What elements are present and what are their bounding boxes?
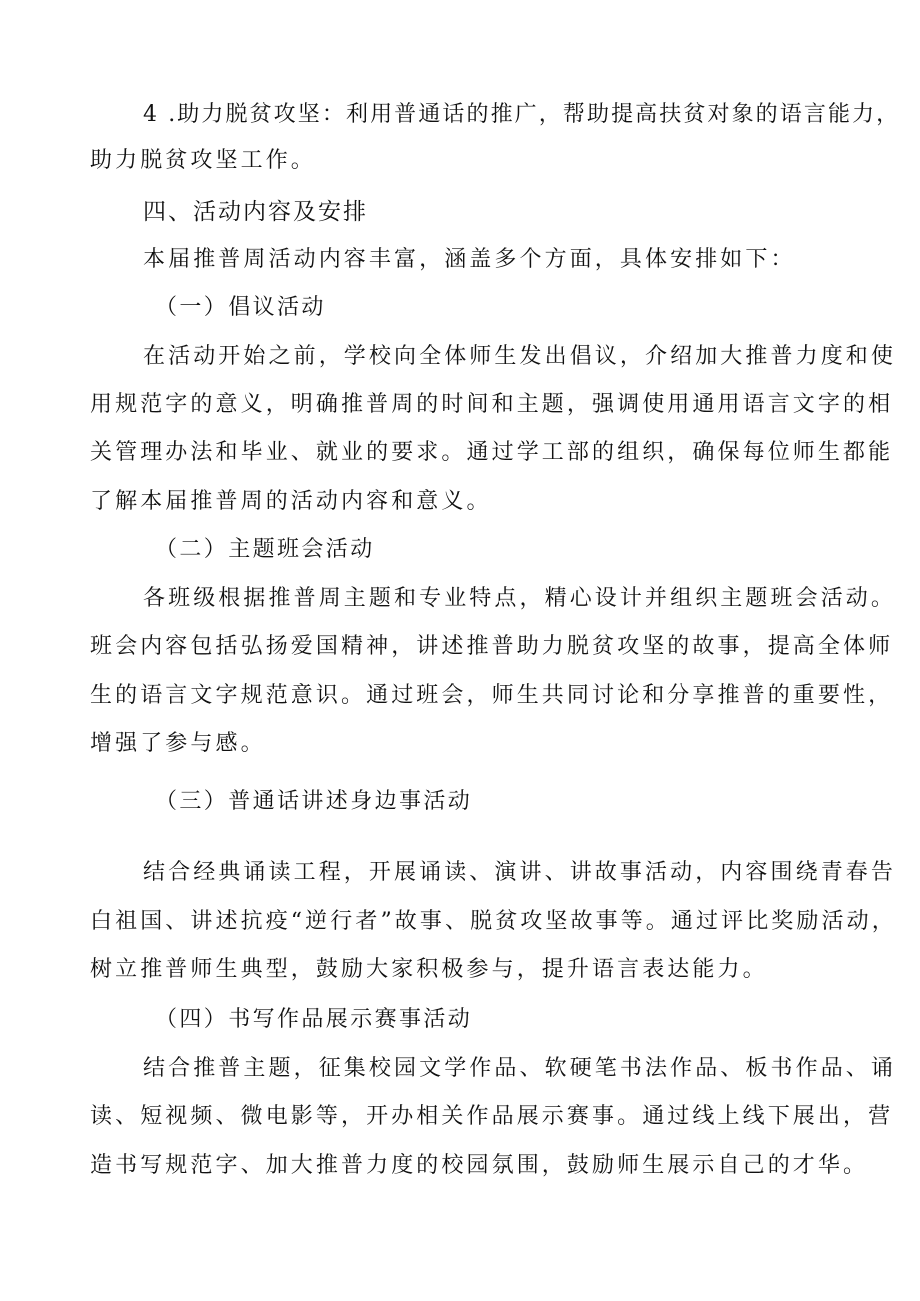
- subheading: （四）书写作品展示赛事活动: [155, 1007, 473, 1032]
- subheading: （二）主题班会活动: [155, 537, 375, 562]
- paragraph-line: 增强了参与感。: [90, 731, 266, 756]
- paragraph-line: 本届推普周活动内容丰富，涵盖多个方面，具体安排如下：: [143, 247, 796, 272]
- paragraph-line: 各班级根据推普周主题和专业特点，精心设计并组织主题班会活动。: [143, 586, 897, 611]
- subheading: （一）倡议活动: [155, 295, 326, 320]
- paragraph-line: 结合推普主题，征集校园文学作品、软硬笔书法作品、板书作品、诵: [143, 1056, 897, 1081]
- paragraph-line: 造书写规范字、加大推普力度的校园氛围，鼓励师生展示自己的才华。: [90, 1153, 869, 1178]
- paragraph-line: 了解本届推普周的活动内容和意义。: [90, 489, 492, 514]
- paragraph-line: 班会内容包括弘扬爱国精神，讲述推普助力脱贫攻坚的故事，提高全体师: [90, 634, 894, 659]
- paragraph-line: 在活动开始之前，学校向全体师生发出倡议，介绍加大推普力度和使: [143, 344, 897, 369]
- subheading: （三）普通话讲述身边事活动: [155, 789, 473, 814]
- paragraph-line: 树立推普师生典型，鼓励大家积极参与，提升语言表达能力。: [90, 957, 768, 982]
- paragraph-line: 生的语言文字规范意识。通过班会，师生共同讨论和分享推普的重要性，: [90, 683, 894, 708]
- paragraph-line: 白祖国、讲述抗疫“逆行者”故事、脱贫攻坚故事等。通过评比奖励活动，: [90, 909, 897, 934]
- paragraph-line: 用规范字的意义，明确推普周的时间和主题，强调使用通用语言文字的相: [90, 392, 894, 417]
- paragraph-line: 读、短视频、微电影等，开办相关作品展示赛事。通过线上线下展出，营: [90, 1104, 894, 1129]
- paragraph-line: 助力脱贫攻坚工作。: [90, 148, 316, 173]
- paragraph-line: 结合经典诵读工程，开展诵读、演讲、讲故事活动，内容围绕青春告: [143, 860, 897, 885]
- section-heading: 四、活动内容及安排: [143, 199, 368, 225]
- paragraph-line: 4 .助力脱贫攻坚：利用普通话的推广，帮助提高扶贫对象的语言能力，: [143, 102, 901, 127]
- paragraph-line: 关管理办法和毕业、就业的要求。通过学工部的组织，确保每位师生都能: [90, 440, 894, 465]
